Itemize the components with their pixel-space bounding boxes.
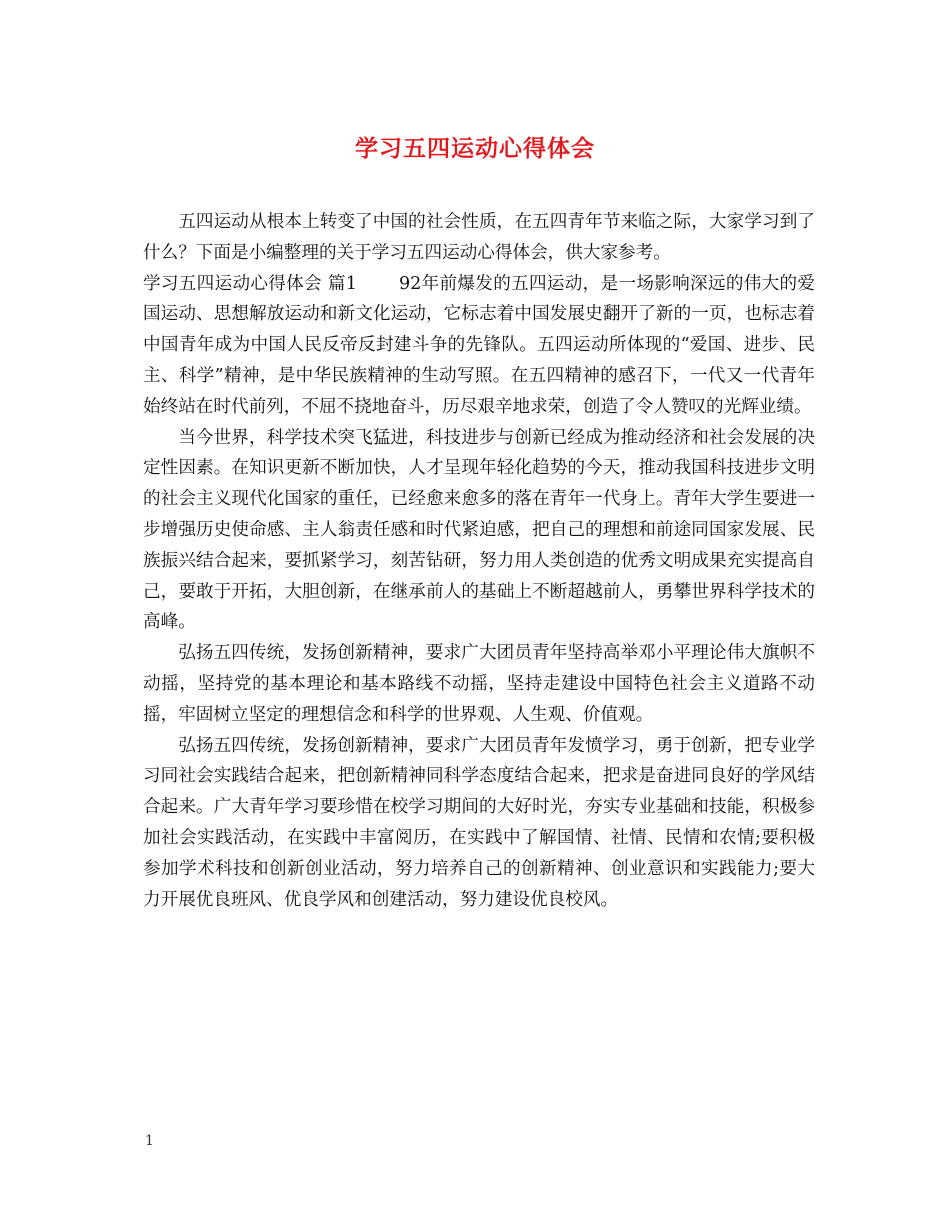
paragraph-2: 当今世界，科学技术突飞猛进，科技进步与创新已经成为推动经济和社会发展的决定性因素。在知识更新不断加快，人才呈现年轻化趋势的今天，推动我国科技进步文明的社会主义现代化国家的重任，已经愈来愈多的落在青年一代身上。青年大学生要进一步增强历史使命感、主人翁责任感和时代紧迫感，把自己的理想和前途同国家发展、民族振兴结合起来，要抓紧学习，刻苦钻研，努力用人类创造的优秀文明成果充实提高自己，要敢于开拓，大胆创新，在继承前人的基础上不断超越前人，勇攀世界科学技术的高峰。: [143, 427, 815, 633]
document-title: 学习五四运动心得体会: [355, 135, 595, 162]
paragraph-1-text: 92年前爆发的五四运动，是一场影响深远的伟大的爱国运动、思想解放运动和新文化运动，它标志着中国发展史翻开了新的一页，也标志着中国青年成为中国人民反帝反封建斗争的先锋队。五四运动所体现的“爱国、进步、民主、科学”精神，是中华民族精神的生动写照。在五四精神的感召下，一代又一代青年始终站在时代前列，不屈不挠地奋斗，历尽艰辛地求荣，创造了令人赞叹的光辉业绩。: [143, 273, 816, 417]
paragraph-4: 弘扬五四传统，发扬创新精神，要求广大团员青年发愤学习，勇于创新，把专业学习同社会实践结合起来，把创新精神同科学态度结合起来，把求是奋进同良好的学风结合起来。广大青年学习要珍惜在校学习期间的大好时光，夯实专业基础和技能，积极参加社会实践活动，在实践中丰富阅历，在实践中了解国情、社情、民情和农情;要积极参加学术科技和创新创业活动，努力培养自己的创新精神、创业意识和实践能力;要大力开展优良班风、优良学风和创建活动，努力建设优良校风。: [143, 735, 815, 910]
section-heading: 学习五四运动心得体会 篇1: [143, 273, 357, 294]
page-number: 1: [145, 1133, 154, 1149]
section-paragraph-1: [143, 269, 815, 423]
paragraph-3: 弘扬五四传统，发扬创新精神，要求广大团员青年坚持高举邓小平理论伟大旗帜不动摇，坚持党的基本理论和基本路线不动摇，坚持走建设中国特色社会主义道路不动摇，牢固树立坚定的理想信念和科学的世界观、人生观、价值观。: [143, 643, 815, 725]
intro-paragraph: 五四运动从根本上转变了中国的社会性质，在五四青年节来临之际，大家学习到了什么？下面是小编整理的关于学习五四运动心得体会，供大家参考。: [143, 212, 815, 263]
document-body: [143, 207, 815, 915]
